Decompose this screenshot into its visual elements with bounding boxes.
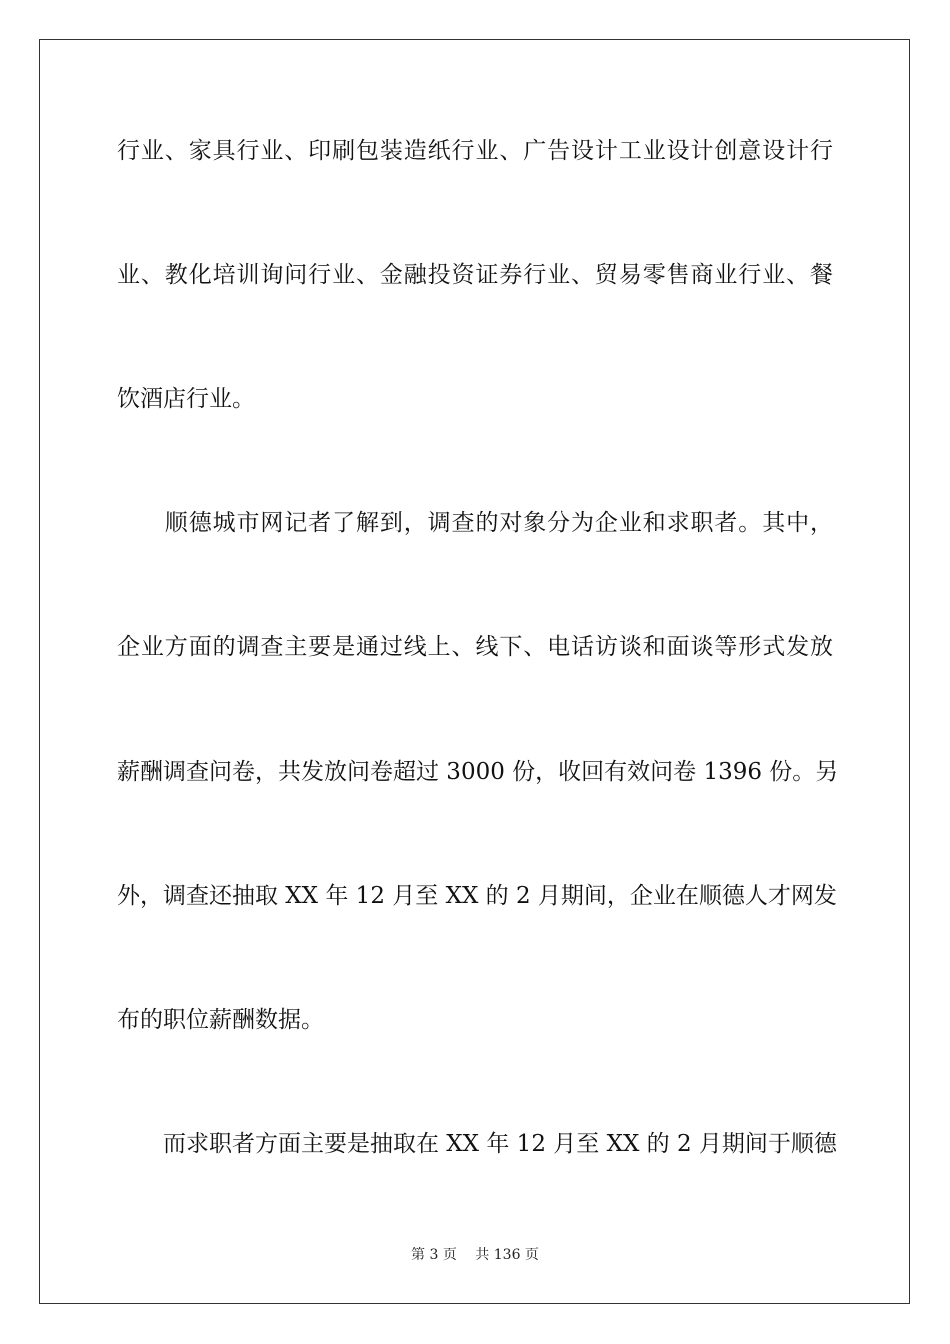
text-line-3: 饮酒店行业。 <box>117 386 255 412</box>
text-line-6: 薪酬调查问卷，共发放问卷超过 3000 份，收回有效问卷 1396 份。另 <box>117 759 839 785</box>
text-line-9: 而求职者方面主要是抽取在 XX 年 12 月至 XX 的 2 月期间于顺德 <box>117 1131 837 1157</box>
text-line-1: 行业、家具行业、印刷包装造纸行业、广告设计工业设计创意设计行 <box>117 138 833 164</box>
text-line-8: 布的职位薪酬数据。 <box>117 1007 324 1033</box>
text-line-2: 业、教化培训询问行业、金融投资证券行业、贸易零售商业行业、餐 <box>117 262 833 288</box>
text-line-7: 外，调查还抽取 XX 年 12 月至 XX 的 2 月期间，企业在顺德人才网发 <box>117 883 837 909</box>
text-line-4: 顺德城市网记者了解到，调查的对象分为企业和求职者。其中， <box>117 510 833 536</box>
text-line-5: 企业方面的调查主要是通过线上、线下、电话访谈和面谈等形式发放 <box>117 634 833 660</box>
page-border <box>39 39 910 1304</box>
page-number-footer: 第 3 页 共 136 页 <box>411 1247 539 1263</box>
